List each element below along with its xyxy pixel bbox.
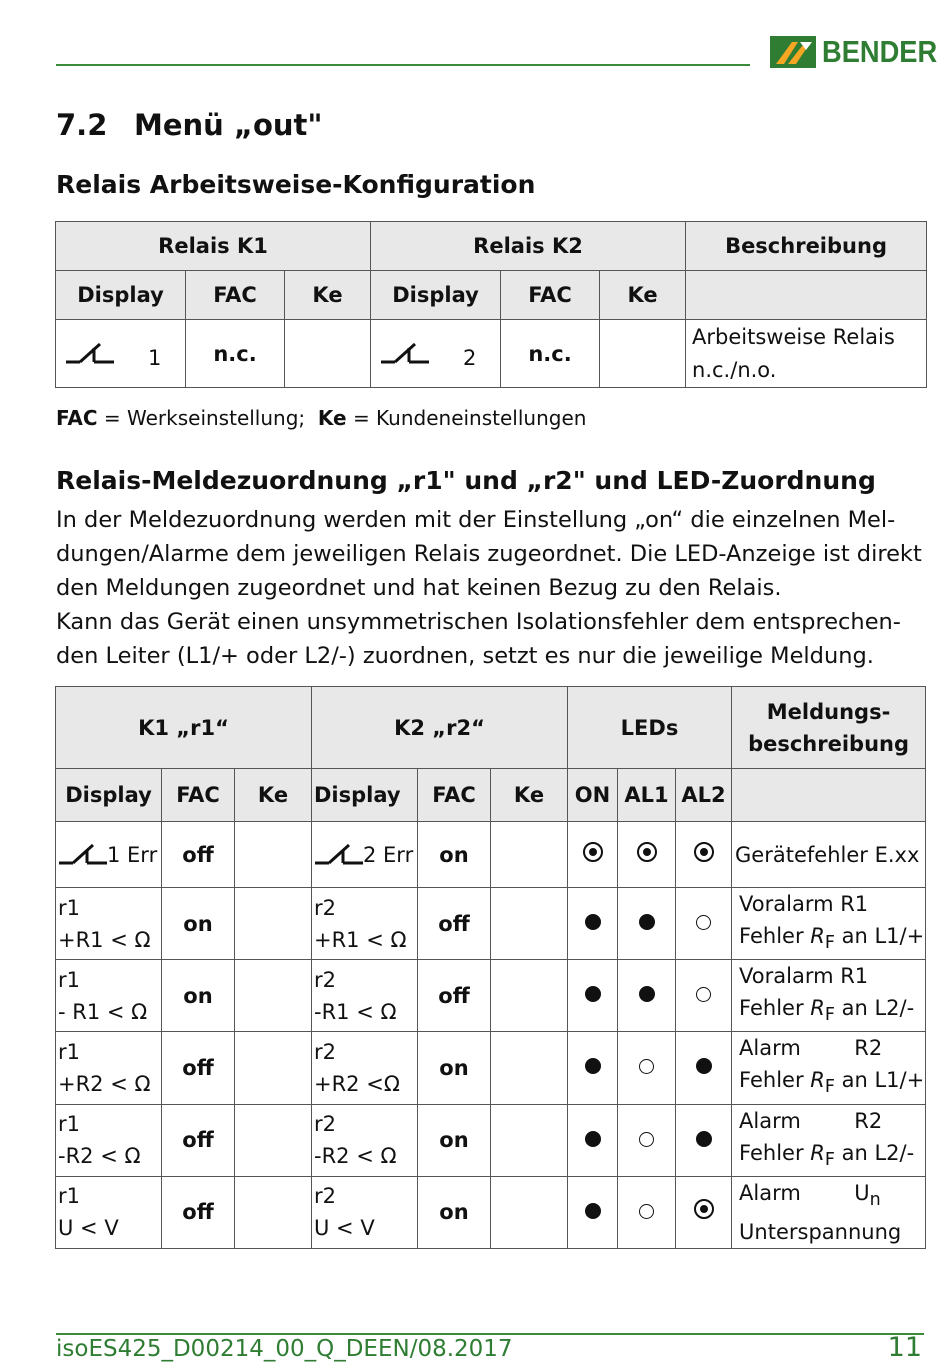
message-description xyxy=(732,960,926,1032)
led-al1-indicator xyxy=(618,822,676,888)
display-line: r1 xyxy=(58,1112,80,1137)
k2-display-cell xyxy=(371,320,501,388)
led-off-icon xyxy=(639,1059,654,1074)
k1-fac-value: on xyxy=(162,888,235,960)
k2-fac-value: on xyxy=(418,1176,491,1248)
led-al2-indicator xyxy=(676,1032,732,1104)
message-description xyxy=(732,1176,926,1248)
k2-fac-value: off xyxy=(418,888,491,960)
header-ke-k2: Ke xyxy=(600,271,686,320)
display-line: +R2 <Ω xyxy=(314,1071,400,1096)
legend-fac-label: FAC xyxy=(56,406,98,430)
led-al2-indicator xyxy=(676,888,732,960)
header-beschreibung: Beschreibung xyxy=(686,222,927,271)
header-meldungsbeschreibung xyxy=(732,687,926,769)
desc-subscript: F xyxy=(824,1005,835,1026)
header-ke-k2: Ke xyxy=(491,769,568,822)
table-row xyxy=(56,1176,926,1248)
header-fac-k2: FAC xyxy=(501,271,600,320)
led-blink-icon xyxy=(637,842,657,862)
display-line: r2 xyxy=(314,967,336,992)
display-line: -R2 < Ω xyxy=(58,1144,141,1169)
k1-display-cell xyxy=(56,960,162,1032)
header-empty xyxy=(732,769,926,822)
header-fac-k2: FAC xyxy=(418,769,491,822)
desc-line xyxy=(739,1177,925,1216)
header-leds: LEDs xyxy=(568,687,732,769)
led-blink-icon xyxy=(694,842,714,862)
display-line: r1 xyxy=(58,967,80,992)
led-lit-icon xyxy=(585,986,601,1002)
desc-symbol: R xyxy=(810,924,825,948)
relay-contact-icon xyxy=(59,842,107,866)
led-off-icon xyxy=(639,1204,654,1219)
display-line: U < V xyxy=(58,1216,119,1241)
k2-fac-value: on xyxy=(418,822,491,888)
header-fac-k1: FAC xyxy=(162,769,235,822)
header-relais-k2: Relais K2 xyxy=(371,222,686,271)
header-display-k2: Display xyxy=(312,769,418,822)
legend-ke-label: Ke xyxy=(317,406,347,430)
relay-contact-icon xyxy=(66,340,114,366)
k1-ke-value xyxy=(235,960,312,1032)
section-title-text: Menü „out" xyxy=(134,108,323,142)
assignment-table xyxy=(55,686,926,1249)
desc-subscript: F xyxy=(824,1077,835,1098)
desc-text: Fehler xyxy=(739,996,811,1021)
k1-display-cell xyxy=(56,822,162,888)
header-led-on: ON xyxy=(568,769,618,822)
desc-line: Voralarm R1 xyxy=(739,892,869,916)
table-row xyxy=(56,960,926,1032)
header-relais-k1: Relais K1 xyxy=(56,222,371,271)
display-line: U < V xyxy=(314,1216,375,1241)
display-line: +R2 < Ω xyxy=(58,1071,151,1096)
k2-fac-value: on xyxy=(418,1032,491,1104)
assignment-paragraph xyxy=(56,503,936,673)
desc-text: an L2/- xyxy=(834,996,915,1021)
paragraph-line: den Meldungen zugeordnet und hat keinen Bezug zu den Relais. xyxy=(56,575,782,601)
k1-display-cell xyxy=(56,888,162,960)
k2-ke-value xyxy=(491,1032,568,1104)
table-row xyxy=(56,1104,926,1176)
led-al1-indicator xyxy=(618,1176,676,1248)
led-on-indicator xyxy=(568,1104,618,1176)
k1-display-cell xyxy=(56,1176,162,1248)
message-description xyxy=(732,1104,926,1176)
k2-fac-value: on xyxy=(418,1104,491,1176)
led-off-icon xyxy=(639,1132,654,1147)
header-display-k2: Display xyxy=(371,271,501,320)
desc-symbol: R xyxy=(810,996,825,1021)
footer-rule xyxy=(56,1333,924,1335)
paragraph-line: dungen/Alarme dem jeweiligen Relais zugeordnet. Die LED-Anzeige ist direkt xyxy=(56,541,922,567)
message-description xyxy=(732,1032,926,1104)
desc-text: an L1/+ xyxy=(834,924,925,948)
message-description xyxy=(732,888,926,960)
bender-logo xyxy=(770,32,950,72)
led-al1-indicator xyxy=(618,960,676,1032)
led-on-indicator xyxy=(568,1176,618,1248)
footer-doc-id: isoES425_D00214_00_Q_DEEN/08.2017 xyxy=(56,1336,513,1362)
led-lit-icon xyxy=(696,1131,712,1147)
led-on-indicator xyxy=(568,1032,618,1104)
led-lit-icon xyxy=(585,1131,601,1147)
relay-contact-icon xyxy=(381,340,429,366)
desc-line xyxy=(739,992,925,1031)
legend-ke-text: = Kundeneinstellungen xyxy=(352,406,587,430)
k2-fac-value: n.c. xyxy=(501,320,600,388)
desc-text: an L2/- xyxy=(834,1140,915,1165)
desc-line xyxy=(739,920,925,959)
relay-contact-icon xyxy=(315,842,363,866)
k1-ke-value xyxy=(235,1104,312,1176)
led-blink-icon xyxy=(583,842,603,862)
k2-display-cell xyxy=(312,888,418,960)
desc-line: Unterspannung xyxy=(739,1219,902,1244)
desc-subscript: F xyxy=(824,1149,835,1170)
table-row xyxy=(56,822,926,888)
display-line: -R1 < Ω xyxy=(314,999,397,1024)
display-line: r2 xyxy=(314,895,336,920)
k1-err-label: 1 Err xyxy=(107,843,158,867)
header-led-al2: AL2 xyxy=(676,769,732,822)
display-line: r1 xyxy=(58,1039,80,1064)
led-lit-icon xyxy=(639,986,655,1002)
desc-text: Fehler xyxy=(739,924,811,948)
display-line: r2 xyxy=(314,1184,336,1209)
k1-ke-value xyxy=(285,320,371,388)
table-row xyxy=(56,888,926,960)
display-line: -R2 < Ω xyxy=(314,1144,397,1169)
display-line: r2 xyxy=(314,1112,336,1137)
led-on-indicator xyxy=(568,960,618,1032)
k1-fac-value: off xyxy=(162,1176,235,1248)
led-off-icon xyxy=(696,987,711,1002)
section-title xyxy=(56,108,323,142)
led-blink-icon xyxy=(694,1199,714,1219)
k2-display-cell xyxy=(312,1176,418,1248)
desc-text: Fehler xyxy=(739,1140,811,1165)
section-number: 7.2 xyxy=(56,108,108,142)
k2-display-cell xyxy=(312,1104,418,1176)
k2-ke-value xyxy=(491,1104,568,1176)
k1-relay-number: 1 xyxy=(148,346,162,370)
bender-logo-icon xyxy=(770,34,816,70)
led-al2-indicator xyxy=(676,960,732,1032)
desc-text: Fehler xyxy=(739,1068,811,1093)
led-lit-icon xyxy=(639,914,655,930)
led-on-indicator xyxy=(568,888,618,960)
header-k2-r2: K2 „r2“ xyxy=(312,687,568,769)
k2-ke-value xyxy=(491,822,568,888)
k2-relay-number: 2 xyxy=(463,346,477,370)
k1-fac-value: off xyxy=(162,822,235,888)
desc-line: Alarm R2 xyxy=(739,1036,883,1061)
k2-display-cell xyxy=(312,960,418,1032)
page-number: 11 xyxy=(887,1332,922,1363)
led-lit-icon xyxy=(585,1058,601,1074)
desc-text: Alarm U xyxy=(739,1180,870,1205)
k1-display-cell xyxy=(56,320,186,388)
header-k1-r1: K1 „r1“ xyxy=(56,687,312,769)
led-lit-icon xyxy=(585,914,601,930)
assignment-heading: Relais-Meldezuordnung „r1" und „r2" und LED-Zuordnung xyxy=(56,466,876,495)
paragraph-line: den Leiter (L1/+ oder L2/-) zuordnen, setzt es nur die jeweilige Meldung. xyxy=(56,643,874,669)
relay-mode-description xyxy=(686,320,927,388)
led-al2-indicator xyxy=(676,1176,732,1248)
k2-ke-value xyxy=(491,888,568,960)
desc-text: an L1/+ xyxy=(834,1068,925,1093)
led-lit-icon xyxy=(585,1203,601,1219)
header-ke-k1: Ke xyxy=(285,271,371,320)
description-line: n.c./n.o. xyxy=(692,357,777,382)
k1-ke-value xyxy=(235,1032,312,1104)
desc-line xyxy=(739,1137,925,1176)
table-row xyxy=(56,1032,926,1104)
led-al1-indicator xyxy=(618,1104,676,1176)
led-lit-icon xyxy=(696,1058,712,1074)
k1-display-cell xyxy=(56,1032,162,1104)
description-line: Arbeitsweise Relais xyxy=(692,324,895,349)
table-legend xyxy=(56,406,586,430)
desc-line: Alarm R2 xyxy=(739,1108,883,1133)
k2-ke-value xyxy=(600,320,686,388)
k1-fac-value: off xyxy=(162,1032,235,1104)
display-line: r1 xyxy=(58,1184,80,1209)
header-line: beschreibung xyxy=(748,731,909,756)
desc-symbol: R xyxy=(810,1068,825,1093)
k2-display-cell xyxy=(312,1032,418,1104)
k1-fac-value: n.c. xyxy=(186,320,285,388)
led-off-icon xyxy=(696,915,711,930)
header-led-al1: AL1 xyxy=(618,769,676,822)
k1-ke-value xyxy=(235,1176,312,1248)
k1-fac-value: on xyxy=(162,960,235,1032)
led-al1-indicator xyxy=(618,888,676,960)
header-empty xyxy=(686,271,927,320)
display-line: r2 xyxy=(314,1039,336,1064)
k2-ke-value xyxy=(491,1176,568,1248)
desc-symbol: R xyxy=(810,1140,825,1165)
desc-line xyxy=(739,1064,925,1103)
display-line: r1 xyxy=(58,895,80,920)
led-on-indicator xyxy=(568,822,618,888)
header-display-k1: Display xyxy=(56,769,162,822)
k2-err-label: 2 Err xyxy=(363,843,414,867)
header-line: Meldungs- xyxy=(766,699,891,724)
k2-fac-value: off xyxy=(418,960,491,1032)
logo-wordmark: BENDER xyxy=(822,34,938,69)
led-al1-indicator xyxy=(618,1032,676,1104)
display-line: +R1 < Ω xyxy=(58,927,151,952)
k2-ke-value xyxy=(491,960,568,1032)
header-rule xyxy=(56,64,750,66)
desc-subscript: n xyxy=(869,1189,881,1210)
led-al2-indicator xyxy=(676,1104,732,1176)
message-description: Gerätefehler E.xx xyxy=(732,822,926,888)
k2-display-cell xyxy=(312,822,418,888)
desc-line: Voralarm R1 xyxy=(739,964,869,989)
k1-display-cell xyxy=(56,1104,162,1176)
k1-ke-value xyxy=(235,822,312,888)
paragraph-line: In der Meldezuordnung werden mit der Einstellung „on“ die einzelnen Mel- xyxy=(56,507,896,533)
display-line: +R1 < Ω xyxy=(314,927,407,952)
display-line: - R1 < Ω xyxy=(58,999,148,1024)
led-al2-indicator xyxy=(676,822,732,888)
header-fac-k1: FAC xyxy=(186,271,285,320)
legend-fac-text: = Werkseinstellung; xyxy=(103,406,306,430)
relay-config-table xyxy=(55,221,927,388)
desc-subscript: F xyxy=(824,933,835,954)
header-display-k1: Display xyxy=(56,271,186,320)
k1-ke-value xyxy=(235,888,312,960)
relay-config-heading: Relais Arbeitsweise-Konfiguration xyxy=(56,170,536,199)
header-ke-k1: Ke xyxy=(235,769,312,822)
paragraph-line: Kann das Gerät einen unsymmetrischen Isolationsfehler dem entsprechen- xyxy=(56,609,901,635)
k1-fac-value: off xyxy=(162,1104,235,1176)
